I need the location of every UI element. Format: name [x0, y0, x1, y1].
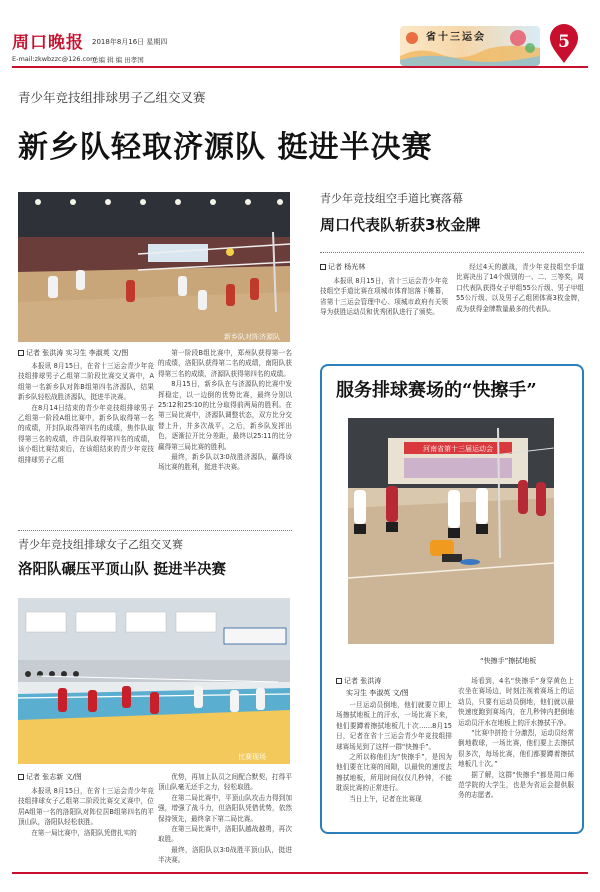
women-byline: [18, 772, 82, 782]
feature-photo: [348, 418, 554, 644]
paragraph: 据了解，这群“快擦手”都是周口师范学院的大学生，也是为省运会提供服务的志愿者。: [458, 770, 574, 800]
feature-body-left: [336, 700, 452, 828]
women-photo-caption: 比赛现场: [238, 753, 266, 761]
paragraph: 本报讯 8月15日，在省十三运会青少年竞技组排球男子乙组第二阶段比赛交叉赛中，A组第一名新乡队对阵B组第四名济源队，结果新乡队轻松战胜济源队，挺进半决赛。: [18, 362, 154, 402]
volleyball-match-photo-icon: [18, 192, 290, 342]
paragraph: 最终，新乡队以3∶0战胜济源队，赢得该场比赛的胜利，挺进半决赛。: [158, 453, 292, 472]
paragraph: 一旦运动员倒地，他们就要立即上场擦拭地板上的汗水，一场比赛下来，他们要蹲着擦拭地板几十次……8月15日，记者在省十三运会青少年竞技组排球赛场见到了这样一群“快擦手”。: [336, 701, 452, 751]
games-banner: [400, 26, 540, 66]
paragraph: 最终，洛阳队以3∶0战胜平顶山队，挺进半决赛。: [158, 845, 292, 865]
paragraph: 优势，再加上队员之间配合默契，打得平顶山队毫无还手之力，轻松取胜。: [158, 773, 292, 792]
issue-date: 2018年8月16日 星期四: [92, 38, 168, 46]
footer-rule: [12, 872, 588, 874]
feature-byline: [336, 676, 381, 686]
women-body-right: [158, 772, 292, 866]
byline-marker-icon: [336, 678, 342, 684]
paragraph: 本报讯 8月15日，省十三运会青少年竞技组空手道比赛在项城市体育馆落下帷幕，省第十三运会管理中心、项城市政府有关领导为获胜运动员和优秀团队进行了颁奖。: [320, 277, 448, 317]
feature-byline-2: 实习生 李淑英 文/图: [346, 689, 409, 697]
byline-marker-icon: [18, 774, 24, 780]
lead-body-left: [18, 361, 154, 526]
paragraph: “比赛中拼抢十分激烈，运动员经常倒地救球，一场比赛，他们要上去擦拭很多次，每场比赛，他们都要蹲着擦拭地板几十次。”: [458, 729, 574, 769]
karate-body-left: [320, 276, 448, 356]
feature-body-right: [458, 676, 574, 828]
paragraph: 第一阶段B组比赛中，郑州队获得第一名的成绩，洛阳队获得第二名的成绩，南阳队获得第三名的成绩，济源队获得第四名的成绩。: [158, 349, 292, 378]
lead-kicker: 青少年竞技组排球男子乙组交叉赛: [18, 90, 206, 105]
paragraph: 经过4天的激战，青少年竞技组空手道比赛决出了14个级别的一、二、三等奖，周口代表队获得女子甲组55公斤级、男子甲组55公斤级、以及男子乙组团体赛3枚金牌，成为获得金牌数量最多的代表队。: [456, 263, 584, 313]
paragraph: 之所以称他们为“快擦手”，是因为他们要在比赛的间隙，以最快的速度去擦拭地板，所用时间仅仅几秒钟，不能耽误比赛的正常进行。: [336, 753, 452, 793]
women-photo: [18, 598, 290, 764]
karate-byline: [320, 262, 365, 272]
feature-photo-caption: “快擦手”擦拭地板: [480, 657, 537, 665]
venue-banner-text: 河南省第十三届运动会: [423, 445, 493, 453]
paragraph: 本报讯 8月15日，在省十三运会青少年竞技组排球女子乙组第二阶段比赛交叉赛中，位居A组第一名的洛阳队对阵位居B组第四名的平顶山队，洛阳队轻松获胜。: [18, 787, 154, 827]
karate-divider: [320, 252, 584, 253]
karate-byline-text: 记者 杨光林: [328, 263, 366, 271]
paragraph: 在8月14日结束的青少年竞技组排球男子乙组第一阶段A组比赛中，新乡队取得第一名的成绩，开封队取得第四名的成绩，焦作队取得第三名的成绩，许昌队取得第四名的成绩，该小组比赛结束后，在该组结束的青少年竞技组排球男子乙组: [18, 403, 154, 464]
karate-headline: 周口代表队斩获3枚金牌: [320, 216, 481, 234]
lead-body-right: [158, 348, 292, 526]
masthead: [0, 0, 600, 78]
games-banner-title: 省十三运会: [426, 32, 486, 43]
byline-marker-icon: [320, 264, 326, 270]
court-wiping-photo-icon: [348, 418, 554, 644]
feature-byline-text: 记者 张洪涛: [344, 677, 382, 685]
women-headline: 洛阳队碾压平顶山队 挺进半决赛: [18, 562, 227, 578]
feature-headline: 服务排球赛场的“快擦手”: [336, 380, 537, 401]
karate-kicker: 青少年竞技组空手道比赛落幕: [320, 192, 463, 205]
paragraph: 在第二局比赛中，平顶山队攻击力得到加强，增强了战斗力，但洛阳队凭借优势，依然保持领先，最终拿下第二局比赛。: [158, 793, 292, 823]
newspaper-logo: 周口晚报: [12, 33, 84, 53]
paragraph: 当日上午，记者在比赛现: [349, 794, 422, 803]
paragraph: 8月15日，新乡队在与济源队的比赛中发挥稳定，以一边倒的优势比赛，最终分别以25∶12和25∶10的比分取得前两局的胜利。在第三局比赛中，济源队调整状态，双方比分交替上升，并多次战平，之后，新乡队发挥出色，逐渐拉开比分差距，最终以25∶11的比分赢得第三局比赛的胜利。: [158, 380, 292, 451]
page-number-badge: [549, 24, 579, 64]
page-number: 5: [558, 32, 570, 52]
lead-photo: [18, 192, 290, 342]
women-kicker: 青少年竞技组排球女子乙组交叉赛: [18, 538, 183, 551]
women-divider: [18, 530, 292, 531]
paragraph: 场看到，4名“快擦手”身穿黄色上衣坐在赛场边，时刻注视着赛场上的运动员，只要有运动员倒地，他们就以最快速度跑到赛场内，在几秒钟内把倒地运动员汗水在地板上的汗水擦拭干净。: [458, 677, 574, 727]
paragraph: 在第三局比赛中，洛阳队越战越勇，再次取胜。: [158, 825, 292, 844]
lead-byline: [18, 348, 128, 358]
lead-headline: 新乡队轻取济源队 挺进半决赛: [18, 130, 433, 165]
women-byline-text: 记者 张志新 文/图: [26, 773, 82, 781]
lead-photo-caption: 新乡队对阵济源队: [224, 333, 280, 341]
byline-marker-icon: [18, 350, 24, 356]
paragraph: 在第一局比赛中，洛阳队凭借扎实的: [31, 828, 137, 837]
womens-match-photo-icon: [18, 598, 290, 764]
karate-body-right: [456, 262, 584, 356]
lead-byline-text: 记者 张洪涛 实习生 李淑英 文/图: [26, 349, 129, 357]
masthead-rule: [12, 66, 588, 68]
women-body-left: [18, 786, 154, 866]
contact-email: E-mail:zkwbzzc@126.com: [12, 55, 97, 63]
editor-credit: 总编 辑 编 田孝国: [92, 56, 144, 64]
